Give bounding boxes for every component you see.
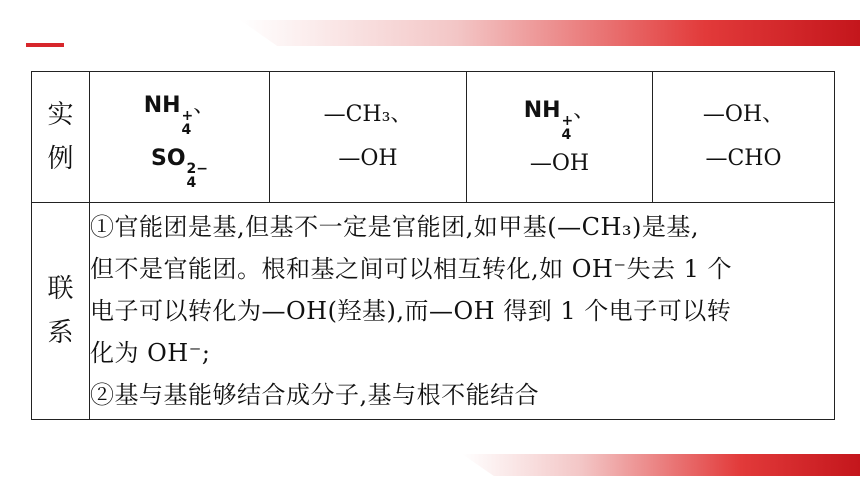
methyl-group: —CH₃、 xyxy=(323,102,413,127)
hydroxyl-group: —OH xyxy=(338,146,398,171)
example-cell-functional-groups xyxy=(653,72,835,203)
header-accent-bar xyxy=(26,43,64,47)
sulfate-ion: SO 2− 4 xyxy=(150,146,209,191)
relation-paragraph xyxy=(90,203,835,420)
ammonium-ion: NH + 4 、 xyxy=(523,97,596,143)
row-label-char: 实 xyxy=(47,100,74,130)
ammonium-ion: NH + 4 、 xyxy=(143,93,216,138)
row-label-char: 联 xyxy=(47,274,74,304)
example-cell-mixed xyxy=(467,72,653,203)
row-label-char: 例 xyxy=(47,144,74,174)
example-cell-groups xyxy=(270,72,467,203)
hydroxyl-group: —OH xyxy=(529,150,590,176)
paragraph-line: 化为 OH⁻; xyxy=(90,339,211,367)
table-row-relation xyxy=(32,203,835,420)
row-label-relation xyxy=(32,203,90,420)
example-cell-ions xyxy=(90,72,270,203)
paragraph-line: ②基与基能够结合成分子,基与根不能结合 xyxy=(90,381,540,409)
header-decoration-band xyxy=(240,20,860,46)
row-label-char: 系 xyxy=(47,318,74,348)
hydroxyl-group: —OH、 xyxy=(702,102,785,127)
paragraph-line: 但不是官能团。根和基之间可以相互转化,如 OH⁻失去 1 个 xyxy=(90,255,733,283)
paragraph-line: 电子可以转化为—OH(羟基),而—OH 得到 1 个电子可以转 xyxy=(90,297,732,325)
paragraph-line: ①官能团是基,但基不一定是官能团,如甲基(—CH₃)是基, xyxy=(90,213,700,241)
comparison-table xyxy=(31,71,835,420)
row-label-examples xyxy=(32,72,90,203)
aldehyde-group: —CHO xyxy=(705,146,782,171)
table-row-examples xyxy=(32,72,835,203)
footer-decoration-band xyxy=(462,454,860,476)
